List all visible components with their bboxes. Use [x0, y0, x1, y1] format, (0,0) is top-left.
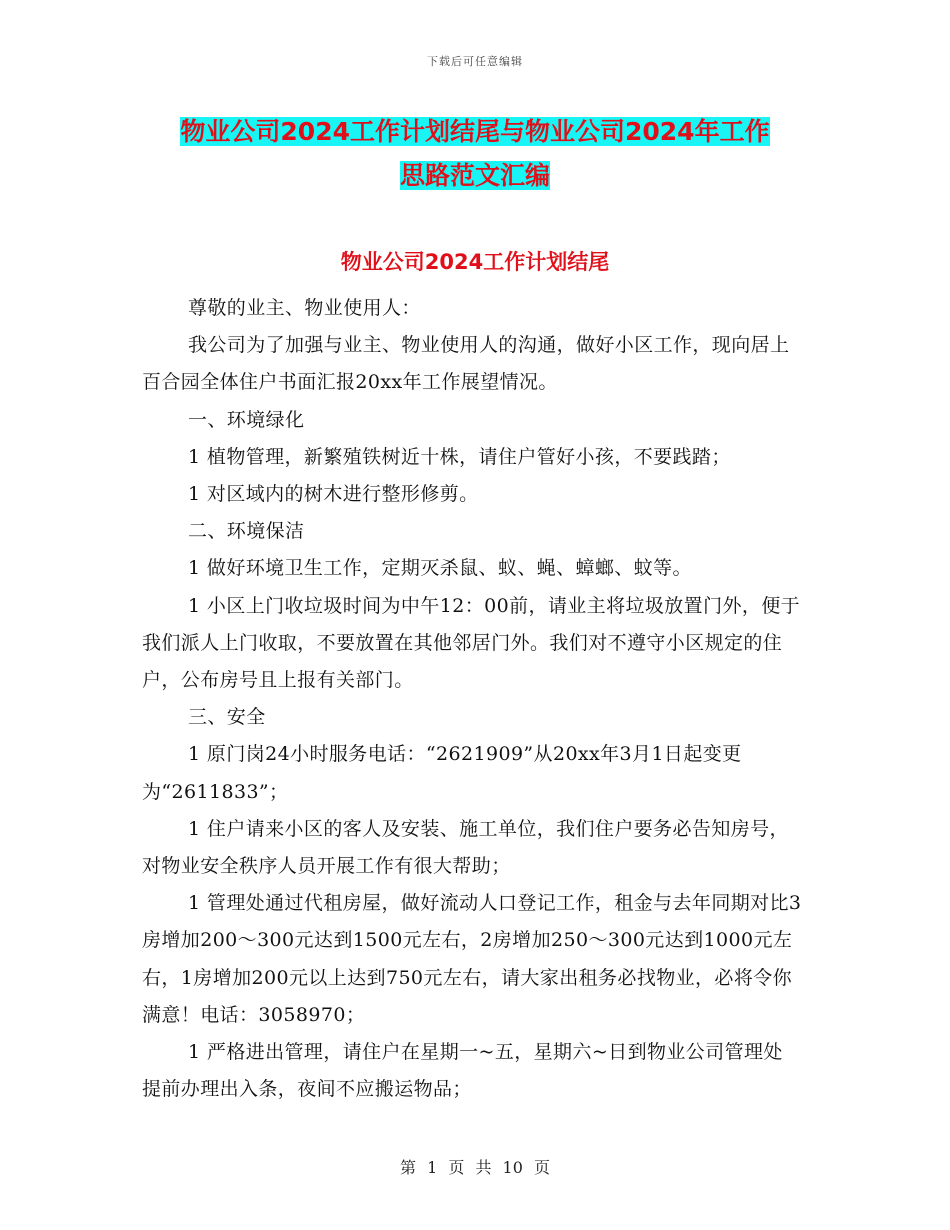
paragraph: 1 小区上门收垃圾时间为中午12：00前，请业主将垃圾放置门外，便于我们派人上门收取，不要放置在其他邻居门外。我们对不遵守小区规定的住户，公布房号且上报有关部门。	[142, 594, 801, 692]
paragraph: 1 做好环境卫生工作，定期灭杀鼠、蚁、蝇、蟑螂、蚊等。	[188, 557, 692, 580]
salutation: 尊敬的业主、物业使用人：	[188, 297, 421, 319]
document-title-line-2: 思路范文汇编	[399, 161, 550, 190]
document-title	[0, 110, 950, 198]
document-title-line-1: 物业公司2024工作计划结尾与物业公司2024年工作	[180, 117, 770, 146]
heading-security: 三、安全	[188, 706, 266, 729]
paragraph: 1 对区域内的树木进行整形修剪。	[188, 483, 479, 506]
paragraph: 1 住户请来小区的客人及安装、施工单位，我们住户要务必告知房号，对物业安全秩序人员开展工作有很大帮助；	[142, 817, 789, 878]
paragraph: 1 严格进出管理，请住户在星期一~五，星期六~日到物业公司管理处提前办理出入条，夜间不应搬运物品；	[142, 1041, 783, 1101]
section-title: 物业公司2024工作计划结尾	[340, 250, 610, 274]
heading-cleaning: 二、环境保洁	[188, 520, 305, 543]
header-note: 下载后可任意编辑	[427, 55, 523, 68]
paragraph: 1 植物管理，新繁殖铁树近十株，请住户管好小孩，不要践踏；	[188, 445, 731, 468]
body-text	[142, 290, 802, 1108]
paragraph: 1 管理处通过代租房屋，做好流动人口登记工作，租金与去年同期对比3房增加200～300元达到1500元左右，2房增加250～300元达到1000元左右，1房增加200元以上达到750元左右，请大家出租务必找物业，必将令你满意！电话：3058970；	[142, 892, 802, 1026]
paragraph: 1 原门岗24小时服务电话：“2621909”从20xx年3月1日起变更为“2611833”；	[142, 743, 742, 803]
page-footer: 第 1 页 共 10 页	[400, 1158, 550, 1177]
heading-greening: 一、环境绿化	[188, 408, 305, 431]
intro-paragraph: 我公司为了加强与业主、物业使用人的沟通，做好小区工作，现向居上百合园全体住户书面汇报20xx年工作展望情况。	[142, 334, 790, 394]
